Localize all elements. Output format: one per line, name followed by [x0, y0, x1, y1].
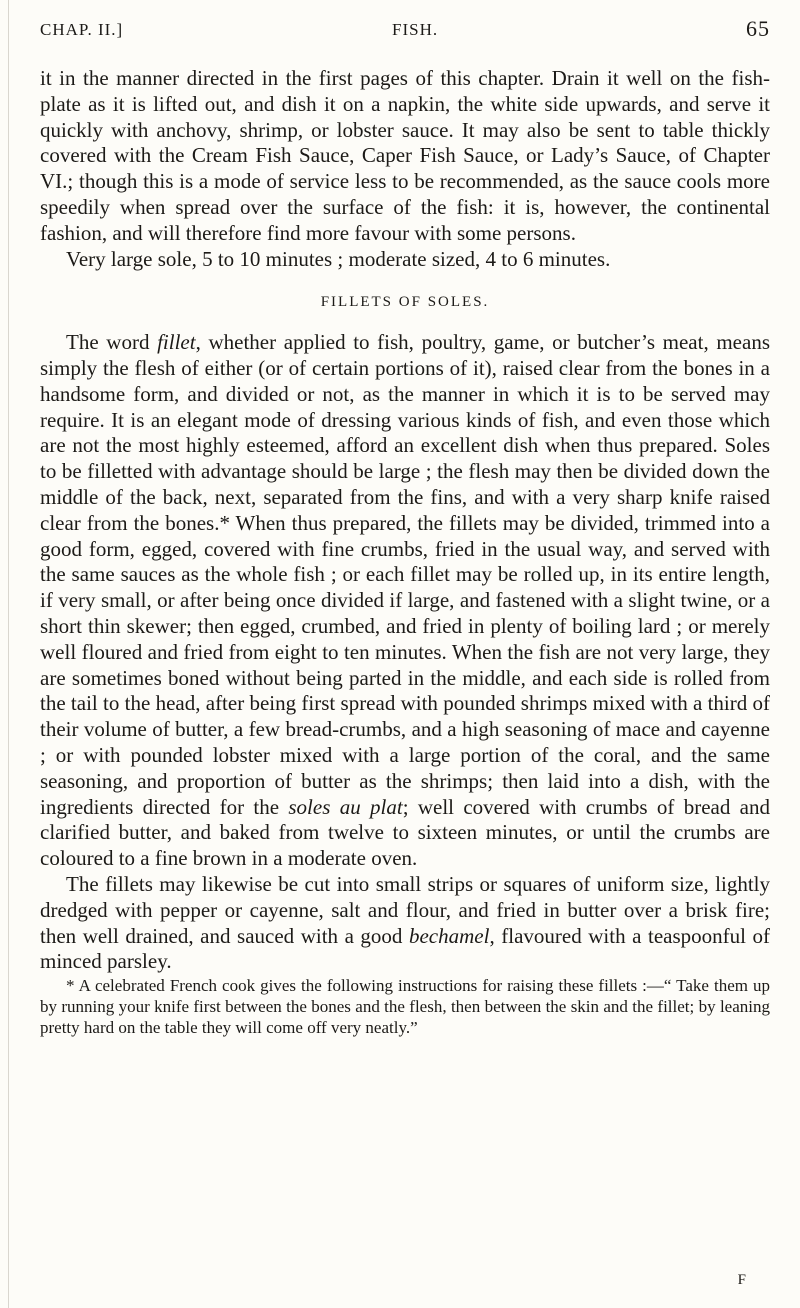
paragraph-continued: it in the manner directed in the first pages of this chapter. Drain it well on the fish-plate as it is lifted out, and dish it on a napkin, the white side upwards, and serve it quickly with anchovy, shrimp, or lobster sauce. It may also be sent to table thickly covered with the Cream Fish Sauce, Caper Fish Sauce, or Lady’s Sauce, of Chapter VI.; though this is a mode of service less to be recommended, as the sauce cools more speedily when spread over the surface of the fish: it is, however, the continental fashion, and will therefore find more favour with some persons. — [40, 66, 770, 245]
signature-mark: F — [737, 1272, 746, 1288]
paragraph-strips — [40, 872, 770, 975]
paragraph-timing: Very large sole, 5 to 10 minutes ; moderate sized, 4 to 6 minutes. — [66, 246, 611, 271]
page-edge-rule — [8, 0, 9, 1308]
body-text — [40, 66, 770, 1038]
strips-text-end: , flavoured with a teaspoonful of minced parsley. — [40, 923, 771, 974]
paragraph-fillets — [40, 330, 770, 872]
fillets-text-start: The word — [66, 330, 158, 355]
fillets-text-end: ; well covered with crumbs of bread and clarified butter, and baked from twelve to sixteen minutes, or until the crumbs are coloured to a fine brown in a moderate oven. — [40, 794, 771, 871]
running-title: FISH. — [392, 20, 439, 39]
bechamel-italic: bechamel — [408, 923, 490, 948]
fillets-text-main: , whether applied to fish, poultry, game, or butcher’s meat, means simply the flesh of either (or of certain portions of it), raised clear from the bones in a handsome form, and divided or not, as the manner in which it is to be served may require. It is an elegant mode of dressing various kinds of fish, and even those which are not the most highly esteemed, afford an excellent dish when thus prepared. Soles to be filletted with advantage should be large ; the flesh may then be divided down the middle of the back, next, separated from the fins, and with a very sharp knife raised clear from the bones.* When thus prepared, the fillets may be divided, trimmed into a good form, egged, covered with fine crumbs, fried in the usual way, and served with the same sauces as the whole fish ; or each fillet may be rolled up, in its entire length, if very small, or after being once divided if large, and fastened with a slight twine, or a short thin skewer; then egged, crumbed, and fried in plenty of boiling lard ; or merely well floured and fried from eight to ten minutes. When the fish are not very large, they are sometimes boned without being parted in the middle, and each side is rolled from the tail to the head, after being first spread with pounded shrimps mixed with a third of their volume of butter, a few bread-crumbs, and a high seasoning of mace and cayenne ; or with pounded lobster mixed with a large portion of the coral, and the same seasoning, and proportion of butter as the shrimps; then laid into a dish, with the ingredients directed for the — [40, 330, 770, 819]
fillet-italic: fillet — [157, 330, 196, 355]
soles-au-plat-italic: soles au plat — [288, 794, 403, 819]
section-heading: FILLETS OF SOLES. — [320, 294, 490, 311]
running-head — [40, 16, 770, 46]
page-number: 65 — [746, 16, 770, 41]
strips-text-start: The fillets may likewise be cut into small strips or squares of uniform size, lightly dredged with pepper or cayenne, salt and flour, and fried in butter over a brisk fire; then well drained, and sauced with a good — [40, 871, 770, 948]
chapter-label: CHAP. II.] — [40, 20, 124, 39]
footnote: * A celebrated French cook gives the following instructions for raising these fillets :—“ Take them up by running your knife first between the bones and the flesh, then between the skin and the fillet; by leaning pretty hard on the table they will come off very neatly.” — [40, 976, 770, 1038]
